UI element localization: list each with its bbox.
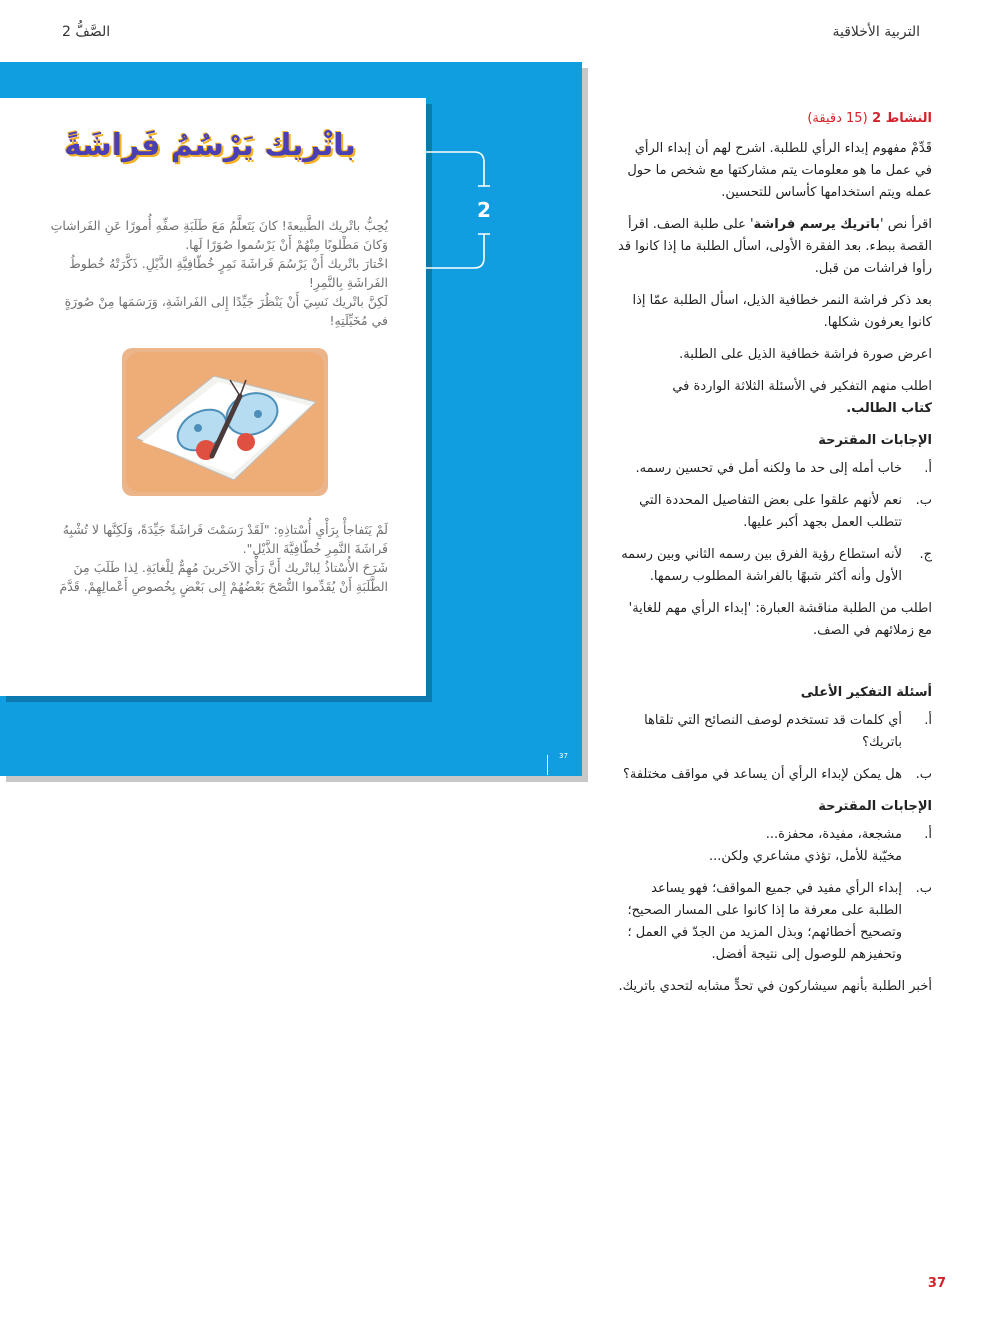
answer-text: نعم لأنهم علقوا على بعض التفاصيل المحددة التي تتطلب العمل بجهد أكبر عليها. [639, 493, 902, 530]
step-number: 2 [477, 198, 491, 222]
read-suffix: ' على طلبة الصف. اقرأ القصة ببطء. بعد الفقرة الأولى، اسأل الطلبة ما إذا كانوا قد رأوا فراشات من قبل. [618, 217, 932, 276]
answer-marker: أ. [924, 461, 932, 476]
answer-marker: ج. [919, 547, 932, 562]
discussion-instruction: اطلب من الطلبة مناقشة العبارة: 'إبداء الرأي مهم للغاية' مع زملائهم في الصف. [628, 601, 932, 638]
activity-heading [614, 108, 932, 130]
question-item [614, 764, 932, 786]
activity-duration: (15 دقيقة) [807, 111, 868, 126]
story-title: باتْريك يَرْسُمُ فَراشَةً [64, 128, 356, 163]
book-page-number: 37 [559, 752, 568, 760]
read-instruction [614, 214, 932, 280]
answer-marker: ب. [915, 881, 932, 896]
story-paragraph: لَمْ يَتَفاجأْ بِرَأْيِ أُسْتاذِهِ: "لَقَدْ رَسَمْتَ فَراشَةً جَيِّدَةً، وَلَكِنَّها لا تُشْبِهُ فَراشَةَ النَّمِرِ خُطّافِيَّةَ الذَّيْلِ". [62, 522, 388, 556]
higher-thinking-heading: أسئلة التفكير الأعلى [800, 685, 932, 700]
answer-marker: أ. [924, 827, 932, 842]
think-instruction [614, 376, 932, 420]
subject-title: التربية الأخلاقية [832, 24, 920, 40]
story-paragraph: لَكِنَّ باتْريك نَسِيَ أَنْ يَنْظُرَ جَيِّدًا إِلى الفَراشَةِ، وَرَسَمَها مِنْ صُورَةٍ في مُخَيِّلَتِهِ! [64, 294, 388, 328]
instruction-paragraph: اعرض صورة فراشة خطافية الذيل على الطلبة. [679, 347, 932, 362]
page-divider [547, 755, 548, 775]
instruction-paragraph: قَدِّمْ مفهوم إبداء الرأي للطلبة. اشرح لهم أن إبداء الرأي في عمل ما هو معلومات يتم مشاركتها مع شخص ما حول عمله ويتم استخدامها كأساس للتحسين. [627, 141, 932, 200]
answer-item [614, 878, 932, 966]
answer-item [614, 458, 932, 480]
instruction-paragraph: بعد ذكر فراشة النمر خطافية الذيل، اسأل الطلبة عمّا إذا كانوا يعرفون شكلها. [632, 293, 932, 330]
student-book-ref: كتاب الطالب. [846, 401, 932, 416]
story-text-bottom [44, 520, 388, 596]
activity-title: النشاط 2 [872, 111, 932, 126]
answer-line: مشجعة، مفيدة، محفزة... [765, 827, 902, 842]
story-paragraph: شَرَحَ الأُسْتاذُ لِباتْريك أَنَّ رَأْيَ الآخَرينَ مُهِمٌّ لِلْغايَةِ. لِذا طَلَبَ مِنَ الطَّلَبَةِ أَنْ يُقَدِّموا النُّصْحَ بَعْضُهُمْ إِلى بَعْضٍ بِخُصوصِ أَعْمالِهِمْ. قَدَّمَ [59, 560, 388, 594]
question-marker: ب. [915, 767, 932, 782]
teacher-notes [614, 108, 932, 1008]
answer-text [614, 824, 902, 868]
story-text-top [48, 216, 388, 330]
answer-item [614, 490, 932, 534]
suggested-answers-heading: الإجابات المقترحة [818, 433, 932, 448]
answer-item [614, 824, 932, 868]
closing-instruction: أخبر الطلبة بأنهم سيشاركون في تحدٍّ مشابه لتحدي باتريك. [618, 979, 932, 994]
suggested-answers-heading: الإجابات المقترحة [818, 799, 932, 814]
butterfly-drawing-illustration [122, 348, 328, 496]
page-number: 37 [927, 1276, 946, 1291]
answer-text: إبداء الرأي مفيد في جميع المواقف؛ فهو يساعد الطلبة على معرفة ما إذا كانوا على المسار الصحيح؛ وتصحيح أخطائهم؛ وبذل المزيد من الجدّ في العمل ؛ وتحفيزهم للوصول إلى نتيجة أفضل. [627, 881, 902, 962]
question-text: أي كلمات قد تستخدم لوصف النصائح التي تلقاها باتريك؟ [644, 713, 902, 750]
question-marker: أ. [924, 713, 932, 728]
story-name: باتريك يرسم فراشة [753, 217, 880, 232]
question-item [614, 710, 932, 754]
think-prefix: اطلب منهم التفكير في الأسئلة الثلاثة الواردة في [672, 379, 932, 394]
answer-line: مخيّبة للأمل، تؤذي مشاعري ولكن... [708, 849, 902, 864]
section-gap [614, 652, 932, 676]
story-paragraph: يُحِبُّ باتْريك الطَّبيعةَ! كانَ يَتَعلَّمُ مَعَ طَلَبَةِ صفِّهِ أُمورًا عَنِ الفَراشاتِ وَكانَ مَطْلوبًا مِنْهُمْ أَنْ يَرْسُموا صُوَرًا لَها. [50, 218, 388, 252]
answer-text: خاب أمله إلى حد ما ولكنه أمل في تحسين رسمه. [635, 461, 902, 476]
grade-label: الصَّفُّ 2 [62, 24, 111, 40]
question-text: هل يمكن لإبداء الرأي أن يساعد في مواقف مختلفة؟ [622, 767, 902, 782]
answer-text: لأنه استطاع رؤية الفرق بين رسمه الثاني وبين رسمه الأول وأنه أكثر شبهًا بالفراشة المطلوب رسمها. [621, 547, 902, 584]
answer-item [614, 544, 932, 588]
read-prefix: اقرأ نص ' [880, 217, 932, 232]
answer-marker: ب. [915, 493, 932, 508]
story-paragraph: اخْتارَ باتْريك أَنْ يَرْسُمَ فَراشَةَ نَمِرٍ خُطّافِيَّةِ الذَّيْلِ. ذَكَّرَتْهُ خُطوطُ الفَراشَةِ بِالنَّمِرِ! [69, 256, 388, 290]
